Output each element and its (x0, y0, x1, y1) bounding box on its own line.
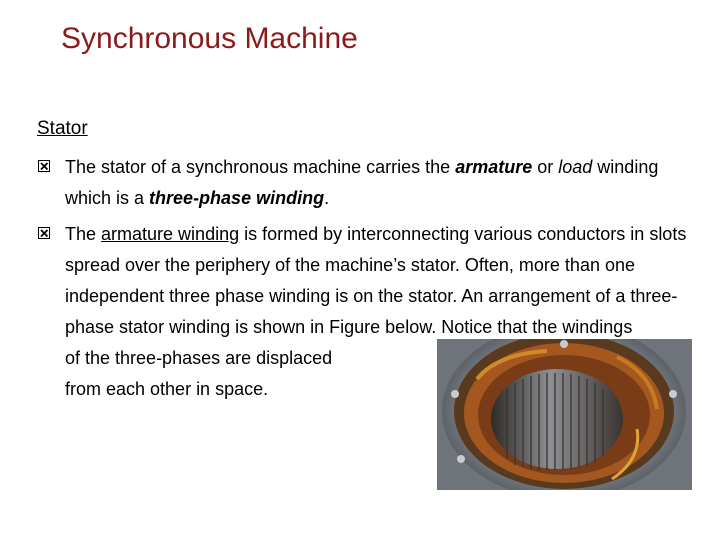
section-heading: Stator (37, 118, 88, 139)
bullet-text: The armature winding is formed by interconnecting various conductors in slots spread over the periphery of the machine’s stator. Often, more than one independent three phase winding is on the stator. An arrangement of a three-phase stator winding is shown in Figure below. Notice that the windings of the three-phases are displaced from each other in space. (65, 224, 687, 399)
stator-winding-photo (437, 339, 692, 490)
bullet-text: The stator of a synchronous machine carries the armature or load winding which is a three-phase winding. (65, 157, 659, 208)
checkbox-x-icon (38, 227, 50, 239)
slide-title: Synchronous Machine (61, 22, 358, 55)
bullet-item (38, 152, 688, 214)
checkbox-x-icon (38, 160, 50, 172)
